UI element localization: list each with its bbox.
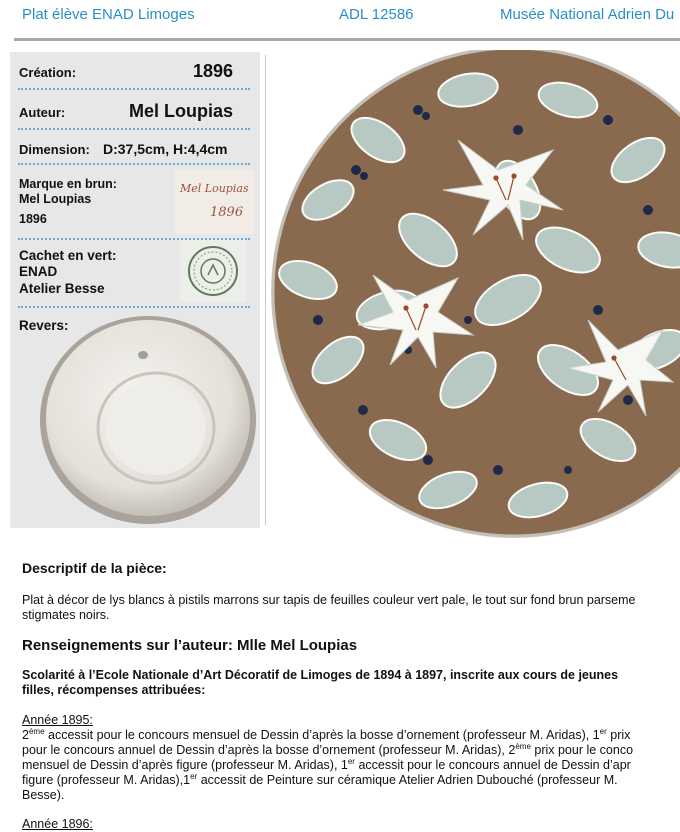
annee-1895-heading: Année 1895:: [22, 713, 93, 727]
scolarite-line-2: filles, récompenses attribuées:: [22, 683, 206, 697]
document-title: Plat élève ENAD Limoges: [22, 6, 195, 23]
reference-number: ADL 12586: [339, 6, 414, 23]
marque-name: Mel Loupias: [19, 192, 92, 206]
annee-1895-line-3: mensuel de Dessin d’après figure (professeur M. Aridas), 1er accessit pour le concours annuel de Dessin d’apr: [22, 756, 631, 772]
marque-year: 1896: [19, 212, 47, 226]
header-divider: [14, 38, 680, 41]
dotted-separator: [18, 163, 250, 165]
annee-1895-line-5: Besse).: [22, 788, 65, 802]
descriptif-heading: Descriptif de la pièce:: [22, 560, 167, 576]
cachet-atelier: Atelier Besse: [19, 281, 105, 296]
annee-1895-line-1: 2ème accessit pour le concours mensuel de Dessin d’après la bosse d’ornement (professeur M. Aridas), 1er prix: [22, 726, 631, 742]
header-bar: [0, 0, 680, 30]
panel-divider: [265, 55, 266, 525]
dimension-value: D:37,5cm, H:4,4cm: [103, 141, 228, 157]
annee-1896-heading: Année 1896:: [22, 817, 93, 831]
dotted-separator: [18, 128, 250, 130]
marque-label: Marque en brun:: [19, 177, 117, 191]
plate-back-image: [38, 310, 260, 526]
scolarite-line-1: Scolarité à l’Ecole Nationale d’Art Décoratif de Limoges de 1894 à 1897, inscrite aux cours de jeunes: [22, 668, 619, 682]
creation-label: Création:: [19, 65, 77, 80]
creation-value: 1896: [193, 61, 234, 81]
museum-name: Musée National Adrien Du: [500, 6, 675, 23]
signature-mark-year: 1896: [210, 205, 244, 220]
cachet-label: Cachet en vert:: [19, 248, 117, 263]
descriptif-text-line-1: Plat à décor de lys blancs à pistils marrons sur tapis de feuilles couleur vert pale, le tout sur fond brun parseme: [22, 593, 636, 607]
green-stamp-image: [180, 240, 246, 302]
revers-label: Revers:: [19, 318, 69, 333]
dotted-separator: [18, 306, 250, 308]
dotted-separator: [18, 88, 250, 90]
renseignements-heading: Renseignements sur l’auteur: Mlle Mel Loupias: [22, 637, 358, 654]
annee-1895-line-2: pour le concours annuel de Dessin d’après la bosse d’ornement (professeur M. Aridas), 2ème prix pour le conco: [22, 741, 634, 757]
auteur-label: Auteur:: [19, 105, 66, 120]
cachet-school: ENAD: [19, 264, 58, 279]
annee-1895-line-4: figure (professeur M. Aridas),1er accessit de Peinture sur céramique Atelier Adrien Dubouché (professeur M.: [22, 771, 618, 787]
plate-front-image: [268, 50, 680, 540]
dimension-label: Dimension:: [19, 142, 90, 157]
descriptif-text-line-2: stigmates noirs.: [22, 608, 110, 622]
auteur-value: Mel Loupias: [129, 101, 234, 121]
signature-mark-name: Mel Loupias: [180, 182, 249, 195]
signature-mark-image: [174, 170, 254, 234]
